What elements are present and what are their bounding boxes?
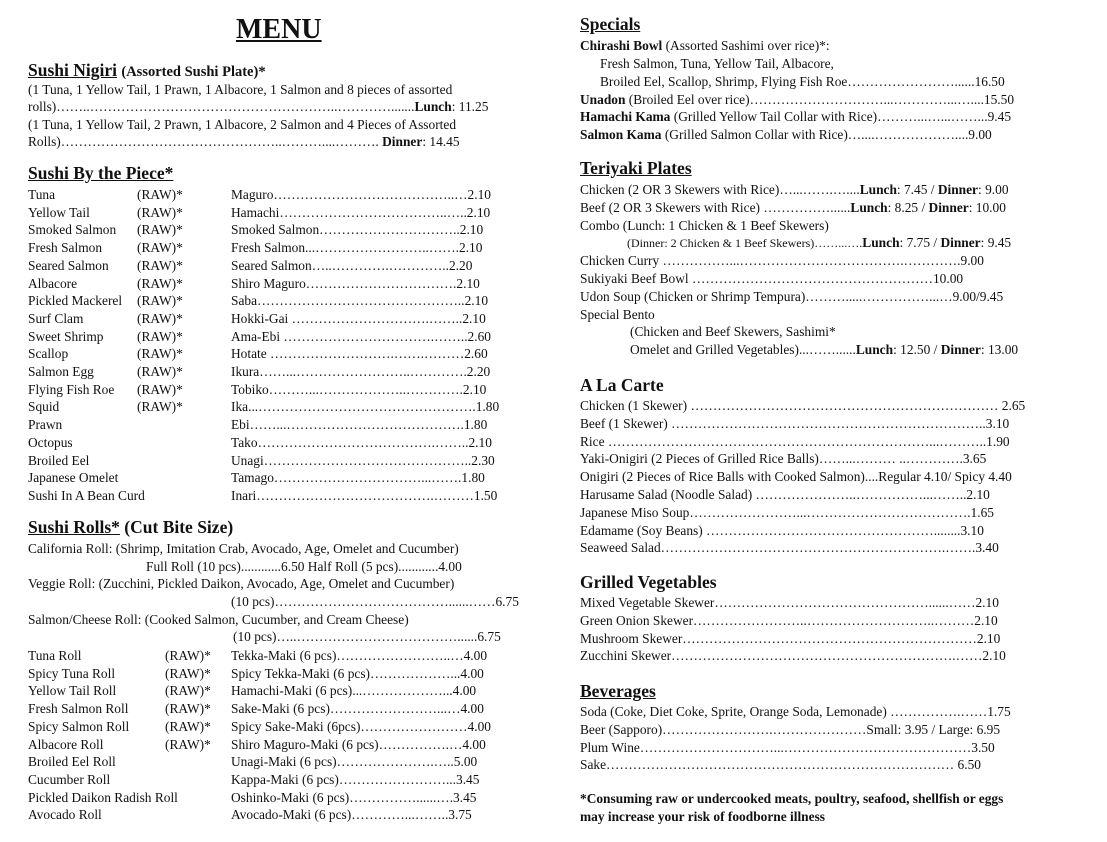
alacarte-item: Harusame Salad (Noodle Salad) …………………..……………...……..2.10	[580, 487, 990, 502]
nigiri-lunch-desc: (1 Tuna, 1 Yellow Tail, 1 Prawn, 1 Albacore, 1 Salmon and 8 pieces of assorted	[28, 82, 453, 97]
item-japanese-price: Smoked Salmon…………………………..2.10	[231, 222, 484, 238]
alacarte-item: Beef (1 Skewer) ……………………………………………………………..3.10	[580, 415, 1010, 431]
teriyaki-beef: Beef (2 OR 3 Skewers with Rice) ……………......Lunch: 8.25 / Dinner: 10.00	[580, 200, 1006, 215]
roll-name: Pickled Daikon Radish Roll	[28, 789, 178, 805]
item-name: Sweet Shrimp	[28, 328, 104, 344]
hamachi-kama: Hamachi Kama (Grilled Yellow Tail Collar with Rice)………...…...……...9.45	[580, 109, 1012, 124]
alacarte-item: Edamame (Soy Beans) ……………………………………………........3.10	[580, 522, 984, 538]
roll-japanese-price: Unagi-Maki (6 pcs)………………….…..5.00	[231, 754, 478, 770]
item-name: Yellow Tail	[28, 204, 90, 220]
roll-name: Broiled Eel Roll	[28, 754, 116, 770]
section-heading-rolls: Sushi Rolls* (Cut Bite Size)	[28, 517, 234, 537]
nigiri-dinner-desc: (1 Tuna, 1 Yellow Tail, 2 Prawn, 1 Albacore, 2 Salmon and 4 Pieces of Assorted	[28, 117, 457, 132]
item-name: Octopus	[28, 434, 73, 450]
section-heading-grilled: Grilled Vegetables	[580, 572, 717, 592]
roll-japanese-price: Shiro Maguro-Maki (6 pcs)…………….…4.00	[231, 736, 486, 752]
raw-label: (RAW)*	[137, 381, 183, 397]
item-japanese-price: Ika...………………………………………….1.80	[231, 399, 500, 415]
item-name: Japanese Omelet	[28, 470, 119, 486]
roll-row	[28, 718, 530, 735]
salmon-cheese-roll-price: (10 pcs)…..………………………………......6.75	[233, 629, 501, 644]
roll-row	[28, 806, 530, 823]
item-name: Surf Clam	[28, 310, 84, 326]
section-heading-alacarte: A La Carte	[580, 375, 664, 395]
footnote-line-2: may increase your risk of foodborne illness	[580, 809, 825, 824]
item-japanese-price: Maguro…………………………………..…2.10	[231, 187, 491, 202]
by-piece-row	[28, 363, 530, 380]
item-japanese-price: Tamago……………………………...…….1.80	[231, 470, 485, 486]
raw-label: (RAW)*	[137, 310, 183, 326]
chicken-curry: Chicken Curry ……………...……………………………….………….9.00	[580, 253, 984, 268]
raw-label: (RAW)*	[137, 328, 183, 344]
special-bento-desc: (Chicken and Beef Skewers, Sashimi*	[630, 324, 836, 339]
salmon-kama: Salmon Kama (Grilled Salmon Collar with Rice)…....………………....9.00	[580, 127, 992, 142]
roll-japanese-price: Spicy Tekka-Maki (6 pcs)………………...4.00	[231, 665, 484, 681]
sukiyaki-beef-bowl: Sukiyaki Beef Bowl ………………………………………………10.00	[580, 271, 964, 286]
item-name: Seared Salmon	[28, 257, 109, 273]
item-name: Fresh Salmon	[28, 240, 103, 256]
beverage-item: Plum Wine…………………………...……………………………………3.50	[580, 739, 995, 755]
teriyaki-combo-dinner: (Dinner: 2 Chicken & 1 Beef Skewers)……...….Lunch: 7.75 / Dinner: 9.45	[627, 235, 1012, 250]
item-japanese-price: Seared Salmon…..………….…………..2.20	[231, 257, 473, 273]
by-piece-row	[28, 275, 530, 292]
roll-row	[28, 647, 530, 664]
by-piece-row	[28, 345, 530, 362]
item-japanese-price: Ama-Ebi …………………………….……..2.60	[231, 328, 491, 344]
by-piece-row	[28, 328, 530, 345]
chirashi-desc-1: Fresh Salmon, Tuna, Yellow Tail, Albacore,	[600, 56, 834, 71]
raw-label: (RAW)*	[137, 204, 183, 220]
item-name: Albacore	[28, 275, 78, 291]
section-heading-nigiri: Sushi Nigiri (Assorted Sushi Plate)*	[28, 60, 266, 80]
udon-soup: Udon Soup (Chicken or Shrimp Tempura)……….....……………...…9.00/9.45	[580, 289, 1004, 304]
beverage-item: Sake…………………………………………………………………… 6.50	[580, 757, 981, 773]
raw-label: (RAW)*	[165, 718, 211, 734]
special-bento: Special Bento	[580, 307, 655, 322]
by-piece-row	[28, 416, 530, 433]
roll-row	[28, 682, 530, 699]
nigiri-dinner-price: Rolls)…………………………………………..………....………. Dinner: 14.45	[28, 134, 460, 149]
page-title: MENU	[236, 14, 322, 45]
alacarte-item: Seaweed Salad……………………………………………………….…….3.40	[580, 540, 999, 556]
roll-row	[28, 700, 530, 717]
item-name: Scallop	[28, 346, 69, 362]
item-japanese-price: Fresh Salmon...……………………..…….2.10	[231, 240, 483, 256]
item-japanese-price: Shiro Maguro…………………………….2.10	[231, 275, 480, 291]
veggie-roll-desc: Veggie Roll: (Zucchini, Pickled Daikon, Avocado, Age, Omelet and Cucumber)	[28, 576, 455, 591]
chirashi-desc-2: Broiled Eel, Scallop, Shrimp, Flying Fish Roe……………………......16.50	[600, 74, 1005, 89]
roll-name: Tuna Roll	[28, 648, 82, 663]
item-japanese-price: Tako………………………………….……..2.10	[231, 434, 492, 450]
roll-name: Spicy Salmon Roll	[28, 718, 130, 734]
alacarte-item: Japanese Miso Soup……………………...……………………………….1.65	[580, 504, 994, 520]
raw-label: (RAW)*	[137, 240, 183, 256]
roll-row	[28, 789, 530, 806]
by-piece-row	[28, 204, 530, 221]
item-name: Broiled Eel	[28, 452, 90, 468]
roll-japanese-price: Tekka-Maki (6 pcs)……………………..…4.00	[231, 648, 488, 663]
chirashi-bowl: Chirashi Bowl (Assorted Sashimi over rice)*:	[580, 38, 830, 53]
roll-name: Albacore Roll	[28, 736, 104, 752]
roll-japanese-price: Sake-Maki (6 pcs)……………………...…4.00	[231, 701, 484, 717]
beverage-item: Beer (Sapporo)…………………….…………………Small: 3.95 / Large: 6.95	[580, 721, 1001, 737]
roll-name: Spicy Tuna Roll	[28, 665, 116, 681]
item-name: Tuna	[28, 187, 56, 202]
roll-name: Fresh Salmon Roll	[28, 701, 129, 717]
roll-japanese-price: Hamachi-Maki (6 pcs)...………………...4.00	[231, 683, 477, 699]
raw-label: (RAW)*	[137, 222, 183, 238]
item-name: Squid	[28, 399, 60, 415]
by-piece-row	[28, 257, 530, 274]
item-name: Prawn	[28, 417, 63, 433]
roll-name: Cucumber Roll	[28, 771, 111, 787]
by-piece-row	[28, 239, 530, 256]
roll-japanese-price: Avocado-Maki (6 pcs)…………...……..3.75	[231, 807, 472, 823]
by-piece-row	[28, 452, 530, 469]
raw-label: (RAW)*	[137, 275, 183, 291]
alacarte-item: Yaki-Onigiri (2 Pieces of Grilled Rice Balls)……...……… ..………….3.65	[580, 451, 987, 467]
roll-name: Yellow Tail Roll	[28, 683, 117, 699]
footnote-line-1: *Consuming raw or undercooked meats, poultry, seafood, shellfish or eggs	[580, 791, 1004, 806]
by-piece-row	[28, 221, 530, 238]
teriyaki-combo: Combo (Lunch: 1 Chicken & 1 Beef Skewers)	[580, 218, 829, 233]
by-piece-row	[28, 292, 530, 309]
section-heading-teriyaki: Teriyaki Plates	[580, 158, 692, 178]
grilled-item: Mushroom Skewer…………………………………………………………2.10	[580, 630, 1001, 646]
item-japanese-price: Ikura……...……………………..………….2.20	[231, 364, 491, 379]
item-japanese-price: Ebi……...………………………………….1.80	[231, 417, 488, 433]
item-name: Pickled Mackerel	[28, 293, 123, 309]
raw-label: (RAW)*	[137, 399, 183, 415]
item-japanese-price: Unagi………………………………………..2.30	[231, 452, 495, 468]
raw-label: (RAW)*	[165, 648, 211, 663]
unadon: Unadon (Broiled Eel over rice)…………………………...…………...…....15.50	[580, 92, 1015, 107]
raw-label: (RAW)*	[165, 736, 211, 752]
roll-japanese-price: Oshinko-Maki (6 pcs)……………......….3.45	[231, 789, 477, 805]
alacarte-item: Rice ………………………………………………………………...………..1.90	[580, 433, 1010, 449]
raw-label: (RAW)*	[165, 665, 211, 681]
roll-name: Avocado Roll	[28, 807, 102, 823]
item-japanese-price: Tobiko………...………………..………….2.10	[231, 381, 487, 397]
section-heading-beverages: Beverages	[580, 681, 656, 701]
item-japanese-price: Inari………………………………….………1.50	[231, 487, 498, 503]
california-roll-desc: California Roll: (Shrimp, Imitation Crab, Avocado, Age, Omelet and Cucumber)	[28, 541, 459, 556]
roll-row	[28, 665, 530, 682]
raw-label: (RAW)*	[137, 364, 183, 379]
item-name: Flying Fish Roe	[28, 381, 115, 397]
item-japanese-price: Hotate ……………………….…….………2.60	[231, 346, 488, 362]
by-piece-row	[28, 186, 530, 203]
raw-label: (RAW)*	[165, 701, 211, 717]
section-heading-by-piece: Sushi By the Piece*	[28, 163, 174, 183]
by-piece-row	[28, 310, 530, 327]
by-piece-row	[28, 487, 530, 504]
item-japanese-price: Saba………………………………………..2.10	[231, 293, 489, 309]
item-name: Smoked Salmon	[28, 222, 117, 238]
special-bento-price: Omelet and Grilled Vegetables)...……......Lunch: 12.50 / Dinner: 13.00	[630, 342, 1019, 357]
teriyaki-chicken: Chicken (2 OR 3 Skewers with Rice)…...…….…....Lunch: 7.45 / Dinner: 9.00	[580, 182, 1009, 197]
roll-row	[28, 753, 530, 770]
by-piece-row	[28, 469, 530, 486]
roll-japanese-price: Kappa-Maki (6 pcs)……………………...3.45	[231, 771, 480, 787]
item-name: Salmon Egg	[28, 364, 94, 379]
section-heading-specials: Specials	[580, 14, 641, 34]
beverage-item: Soda (Coke, Diet Coke, Sprite, Orange Soda, Lemonade) …………….……1.75	[580, 704, 1011, 719]
by-piece-row	[28, 398, 530, 415]
grilled-item: Green Onion Skewer……………………..………………………..………2.10	[580, 612, 998, 628]
raw-label: (RAW)*	[137, 346, 183, 362]
grilled-item: Mixed Vegetable Skewer…………………………………………......……2.10	[580, 595, 999, 610]
by-piece-row	[28, 434, 530, 451]
roll-row	[28, 771, 530, 788]
item-japanese-price: Hamachi………………………………..…..2.10	[231, 204, 491, 220]
veggie-roll-price: (10 pcs)…………………………………......……6.75	[231, 594, 519, 609]
raw-label: (RAW)*	[165, 683, 211, 699]
alacarte-item: Onigiri (2 Pieces of Rice Balls with Cooked Salmon)....Regular 4.10/ Spicy 4.40	[580, 469, 1012, 485]
nigiri-lunch-price: rolls)……..………………………………………………..………….......Lunch: 11.25	[28, 99, 489, 114]
salmon-cheese-roll-desc: Salmon/Cheese Roll: (Cooked Salmon, Cucumber, and Cream Cheese)	[28, 612, 409, 627]
raw-label: (RAW)*	[137, 257, 183, 273]
raw-label: (RAW)*	[137, 293, 183, 309]
roll-row	[28, 736, 530, 753]
alacarte-item: Chicken (1 Skewer) …………………………………………………………… 2.65	[580, 398, 1026, 413]
item-name: Sushi In A Bean Curd	[28, 487, 145, 503]
item-japanese-price: Hokki-Gai ………………………….……..2.10	[231, 310, 486, 326]
grilled-item: Zucchini Skewer……………………………………………………….……2.10	[580, 648, 1006, 664]
california-roll-prices: Full Roll (10 pcs)............6.50 Half Roll (5 pcs)............4.00	[146, 559, 462, 574]
raw-label: (RAW)*	[137, 187, 183, 202]
by-piece-row	[28, 381, 530, 398]
roll-japanese-price: Spicy Sake-Maki (6pcs)……………………4.00	[231, 718, 491, 734]
